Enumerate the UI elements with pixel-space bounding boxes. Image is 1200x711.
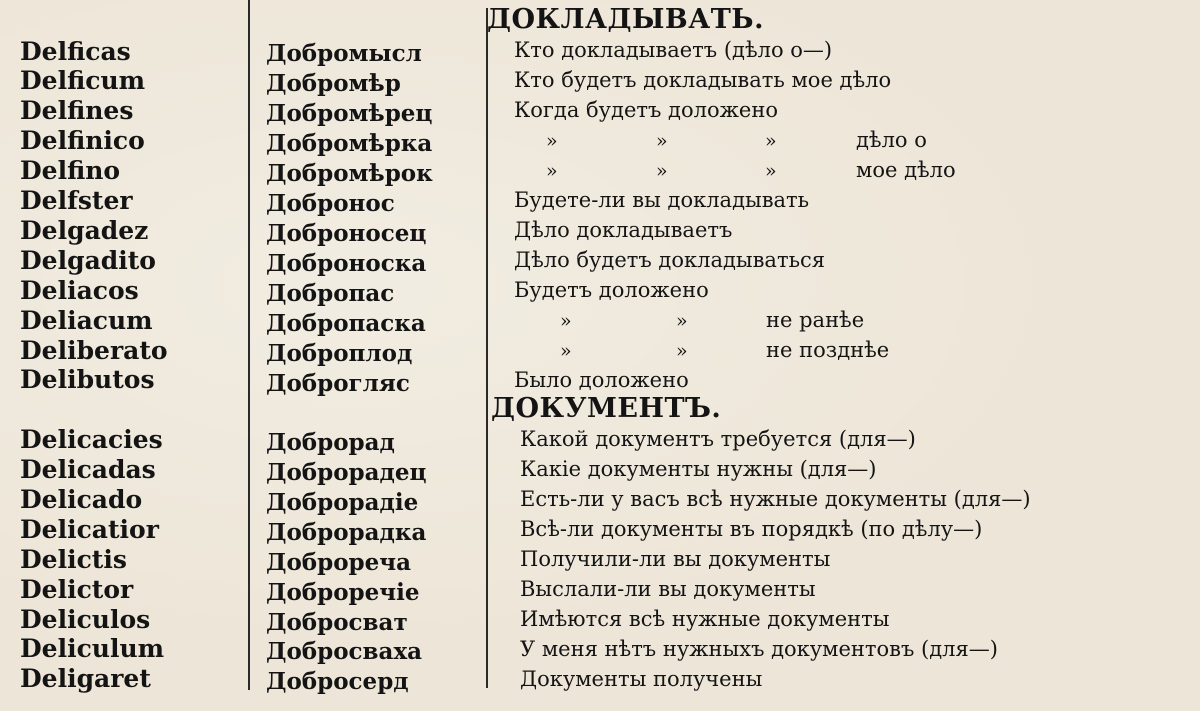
russian-word: Добромѣрок xyxy=(266,160,433,187)
russian-word: Доброречіе xyxy=(266,579,420,606)
phrase: Выслали-ли вы документы xyxy=(520,577,816,601)
code-word: Delicado xyxy=(20,485,143,514)
russian-word: Добропаска xyxy=(266,310,426,337)
code-word: Delfino xyxy=(20,156,121,185)
code-word: Deliacum xyxy=(20,306,153,335)
russian-word: Доброрадка xyxy=(266,519,427,546)
phrase: не позднѣе xyxy=(766,338,890,362)
phrase: Было доложено xyxy=(514,368,689,392)
ditto-mark: » xyxy=(676,310,688,332)
russian-word: Добросерд xyxy=(266,668,409,695)
code-word: Delictis xyxy=(20,545,127,574)
ditto-mark: » xyxy=(656,160,668,182)
russian-word: Добромѣрец xyxy=(266,100,433,127)
phrase: Когда будетъ доложено xyxy=(514,98,778,122)
code-word: Delicatior xyxy=(20,515,159,544)
phrase: Документы получены xyxy=(520,667,763,691)
russian-word: Добросват xyxy=(266,609,408,636)
column-rule-right xyxy=(486,8,488,688)
code-word: Delgadez xyxy=(20,216,149,245)
phrase: Имѣются всѣ нужные документы xyxy=(520,607,890,631)
phrase: Получили-ли вы документы xyxy=(520,547,831,571)
column-rule-left xyxy=(248,0,250,690)
phrase: мое дѣло xyxy=(856,158,956,182)
russian-word: Доброрадец xyxy=(266,459,427,486)
code-word: Delficum xyxy=(20,66,146,95)
russian-word: Добромѣр xyxy=(266,70,401,97)
ditto-mark: » xyxy=(546,130,558,152)
code-word: Deliacos xyxy=(20,276,139,305)
russian-word: Добросваха xyxy=(266,638,423,665)
ditto-mark: » xyxy=(560,340,572,362)
code-word: Delficas xyxy=(20,37,131,66)
code-word: Delicacies xyxy=(20,425,163,454)
code-word: Delgadito xyxy=(20,246,156,275)
ditto-mark: » xyxy=(765,130,777,152)
russian-word: Добропас xyxy=(266,280,395,307)
code-word: Deliculum xyxy=(20,634,165,663)
russian-word: Добромѣрка xyxy=(266,130,433,157)
phrase: Дѣло будетъ докладываться xyxy=(514,248,826,272)
code-word: Deligaret xyxy=(20,664,151,693)
phrase: Какой документъ требуется (для—) xyxy=(520,427,916,451)
code-word: Delfines xyxy=(20,96,134,125)
code-word: Delictor xyxy=(20,575,134,604)
section-heading-dokladyvat: ДОКЛАДЫВАТЬ. xyxy=(487,4,764,35)
code-word: Deliculos xyxy=(20,605,151,634)
phrase: Будете-ли вы докладывать xyxy=(514,188,810,212)
russian-word: Доброгляс xyxy=(266,370,410,397)
phrase: Будетъ доложено xyxy=(514,278,709,302)
ditto-mark: » xyxy=(656,130,668,152)
section-heading-dokument: ДОКУМЕНТЪ. xyxy=(491,393,722,424)
phrase: Есть-ли у васъ всѣ нужные документы (для—) xyxy=(520,487,1031,511)
russian-word: Доброносец xyxy=(266,220,427,247)
phrase: Всѣ-ли документы въ порядкѣ (по дѣлу—) xyxy=(520,517,983,541)
ditto-mark: » xyxy=(676,340,688,362)
phrase: Какіе документы нужны (для—) xyxy=(520,457,877,481)
phrase: Кто докладываетъ (дѣло о—) xyxy=(514,38,833,62)
code-word: Delfster xyxy=(20,186,133,215)
russian-word: Доброреча xyxy=(266,549,412,576)
russian-word: Доброплод xyxy=(266,340,413,367)
ditto-mark: » xyxy=(546,160,558,182)
russian-word: Доброноска xyxy=(266,250,427,277)
bleed-through-right xyxy=(1150,20,1200,711)
code-word: Delfinico xyxy=(20,126,145,155)
ditto-mark: » xyxy=(765,160,777,182)
code-word: Deliberato xyxy=(20,336,168,365)
russian-word: Добромысл xyxy=(266,40,422,67)
phrase: У меня нѣтъ нужныхъ документовъ (для—) xyxy=(520,637,998,661)
code-word: Delibutos xyxy=(20,365,155,394)
russian-word: Доброрадіе xyxy=(266,489,419,516)
russian-word: Доброрад xyxy=(266,429,395,456)
phrase: не ранѣе xyxy=(766,308,865,332)
code-word: Delicadas xyxy=(20,455,156,484)
phrase: Дѣло докладываетъ xyxy=(514,218,733,242)
ditto-mark: » xyxy=(560,310,572,332)
phrase: дѣло о xyxy=(856,128,927,152)
russian-word: Добронос xyxy=(266,190,395,217)
phrase: Кто будетъ докладывать мое дѣло xyxy=(514,68,892,92)
